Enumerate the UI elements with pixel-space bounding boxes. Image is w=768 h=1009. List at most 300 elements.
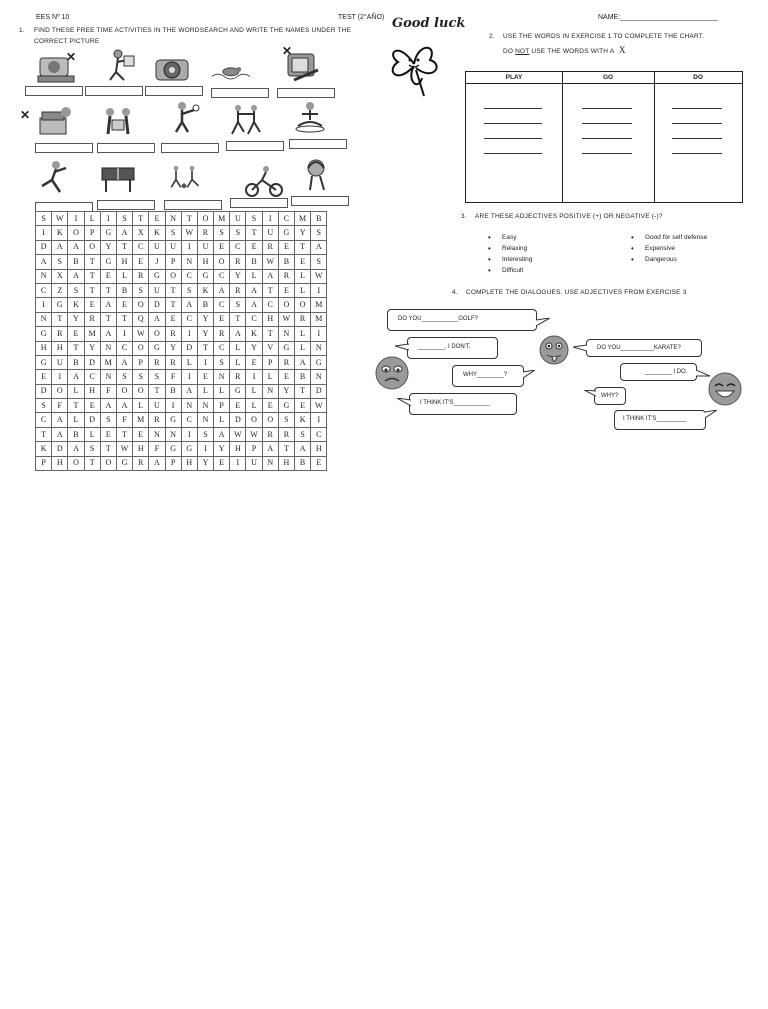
wordsearch-cell[interactable]: G [278, 341, 294, 355]
answer-box[interactable] [277, 88, 335, 98]
wordsearch-cell[interactable]: N [149, 427, 165, 441]
wordsearch-cell[interactable]: G [311, 355, 327, 369]
chart-blank-line[interactable] [582, 108, 632, 109]
wordsearch-cell[interactable]: O [214, 255, 230, 269]
wordsearch-cell[interactable]: T [68, 399, 84, 413]
wordsearch-cell[interactable]: A [100, 298, 116, 312]
wordsearch-cell[interactable]: G [100, 255, 116, 269]
wordsearch-cell[interactable]: A [262, 269, 278, 283]
wordsearch-cell[interactable]: N [278, 327, 294, 341]
wordsearch-cell[interactable]: B [278, 255, 294, 269]
wordsearch-cell[interactable]: K [36, 442, 52, 456]
wordsearch-cell[interactable]: O [295, 298, 311, 312]
wordsearch-cell[interactable]: W [278, 312, 294, 326]
wordsearch-cell[interactable]: T [197, 341, 213, 355]
wordsearch-cell[interactable]: E [165, 312, 181, 326]
answer-box[interactable] [35, 143, 93, 153]
wordsearch-cell[interactable]: L [214, 384, 230, 398]
wordsearch-cell[interactable]: G [278, 226, 294, 240]
wordsearch-cell[interactable]: C [230, 240, 246, 254]
wordsearch-cell[interactable]: B [165, 384, 181, 398]
wordsearch-cell[interactable]: W [52, 212, 68, 226]
wordsearch-cell[interactable]: E [214, 456, 230, 470]
wordsearch-cell[interactable]: H [262, 312, 278, 326]
wordsearch-cell[interactable]: O [133, 341, 149, 355]
chart-blank-line[interactable] [484, 138, 542, 139]
wordsearch-cell[interactable]: I [68, 212, 84, 226]
wordsearch-cell[interactable]: R [230, 370, 246, 384]
wordsearch-cell[interactable]: T [133, 212, 149, 226]
wordsearch-cell[interactable]: O [116, 384, 132, 398]
wordsearch-cell[interactable]: B [197, 298, 213, 312]
wordsearch-cell[interactable]: X [52, 269, 68, 283]
wordsearch-cell[interactable]: E [295, 399, 311, 413]
wordsearch-cell[interactable]: T [84, 456, 100, 470]
wordsearch-cell[interactable]: S [84, 442, 100, 456]
wordsearch-cell[interactable]: C [278, 212, 294, 226]
wordsearch-cell[interactable]: N [165, 212, 181, 226]
wordsearch-cell[interactable]: W [181, 226, 197, 240]
wordsearch-cell[interactable]: F [116, 413, 132, 427]
wordsearch-cell[interactable]: G [52, 298, 68, 312]
wordsearch-cell[interactable]: L [133, 399, 149, 413]
wordsearch-cell[interactable]: S [116, 212, 132, 226]
wordsearch-cell[interactable]: A [149, 456, 165, 470]
wordsearch-cell[interactable]: O [197, 212, 213, 226]
wordsearch-cell[interactable]: D [84, 413, 100, 427]
wordsearch-cell[interactable]: G [149, 269, 165, 283]
wordsearch-cell[interactable]: L [214, 413, 230, 427]
wordsearch-cell[interactable]: E [246, 355, 262, 369]
wordsearch-cell[interactable]: K [68, 298, 84, 312]
wordsearch-cell[interactable]: A [246, 298, 262, 312]
wordsearch-cell[interactable]: P [165, 255, 181, 269]
wordsearch-cell[interactable]: D [230, 413, 246, 427]
wordsearch-cell[interactable]: L [246, 399, 262, 413]
answer-box[interactable] [97, 143, 155, 153]
wordsearch-cell[interactable]: U [149, 240, 165, 254]
wordsearch-cell[interactable]: D [36, 384, 52, 398]
wordsearch-cell[interactable]: R [133, 456, 149, 470]
wordsearch-cell[interactable]: I [52, 370, 68, 384]
wordsearch-cell[interactable]: U [246, 456, 262, 470]
wordsearch-cell[interactable]: L [295, 283, 311, 297]
wordsearch-cell[interactable]: S [116, 370, 132, 384]
wordsearch-cell[interactable]: H [116, 255, 132, 269]
wordsearch-cell[interactable]: B [295, 456, 311, 470]
wordsearch-cell[interactable]: O [68, 226, 84, 240]
wordsearch-cell[interactable]: I [181, 370, 197, 384]
wordsearch-cell[interactable]: L [68, 413, 84, 427]
wordsearch-cell[interactable]: A [52, 240, 68, 254]
answer-box[interactable] [97, 200, 155, 210]
chart-blank-line[interactable] [484, 153, 542, 154]
wordsearch-cell[interactable]: B [68, 255, 84, 269]
answer-box[interactable] [85, 86, 143, 96]
wordsearch-cell[interactable]: E [278, 240, 294, 254]
wordsearch-cell[interactable]: T [36, 427, 52, 441]
wordsearch-cell[interactable]: S [149, 370, 165, 384]
wordsearch-cell[interactable]: H [230, 442, 246, 456]
wordsearch-cell[interactable]: C [214, 269, 230, 283]
wordsearch-cell[interactable]: A [68, 269, 84, 283]
wordsearch-cell[interactable]: A [36, 255, 52, 269]
wordsearch-cell[interactable]: T [68, 341, 84, 355]
wordsearch-cell[interactable]: B [246, 255, 262, 269]
wordsearch-cell[interactable]: R [278, 269, 294, 283]
wordsearch-cell[interactable]: E [149, 212, 165, 226]
wordsearch-cell[interactable]: T [52, 312, 68, 326]
answer-box[interactable] [145, 86, 203, 96]
wordsearch-cell[interactable]: F [165, 370, 181, 384]
wordsearch-cell[interactable]: N [311, 341, 327, 355]
answer-box[interactable] [230, 198, 288, 208]
wordsearch-cell[interactable]: W [311, 399, 327, 413]
wordsearch-cell[interactable]: O [133, 298, 149, 312]
wordsearch-cell[interactable]: K [295, 413, 311, 427]
wordsearch-cell[interactable]: T [262, 283, 278, 297]
wordsearch-cell[interactable]: D [36, 240, 52, 254]
wordsearch-cell[interactable]: L [197, 384, 213, 398]
wordsearch-cell[interactable]: T [100, 283, 116, 297]
wordsearch-cell[interactable]: S [36, 399, 52, 413]
wordsearch-cell[interactable]: A [68, 370, 84, 384]
chart-blank-line[interactable] [582, 123, 632, 124]
wordsearch-cell[interactable]: H [84, 384, 100, 398]
wordsearch-cell[interactable]: I [311, 327, 327, 341]
wordsearch-cell[interactable]: N [36, 269, 52, 283]
wordsearch-cell[interactable]: A [116, 399, 132, 413]
wordsearch-cell[interactable]: R [149, 413, 165, 427]
wordsearch-cell[interactable]: N [100, 341, 116, 355]
wordsearch-cell[interactable]: E [116, 298, 132, 312]
wordsearch-cell[interactable]: G [36, 355, 52, 369]
wordsearch-cell[interactable]: A [181, 298, 197, 312]
wordsearch-cell[interactable]: A [295, 442, 311, 456]
wordsearch-cell[interactable]: E [278, 283, 294, 297]
wordsearch-cell[interactable]: O [52, 384, 68, 398]
wordsearch-cell[interactable]: W [230, 427, 246, 441]
wordsearch-cell[interactable]: T [165, 283, 181, 297]
chart-blank-line[interactable] [672, 108, 722, 109]
wordsearch-cell[interactable]: S [230, 298, 246, 312]
wordsearch-cell[interactable]: N [311, 370, 327, 384]
wordsearch-cell[interactable]: A [214, 283, 230, 297]
wordsearch-cell[interactable]: Y [295, 226, 311, 240]
wordsearch-cell[interactable]: I [230, 456, 246, 470]
wordsearch-cell[interactable]: Y [68, 312, 84, 326]
wordsearch-cell[interactable]: K [149, 226, 165, 240]
wordsearch-cell[interactable]: T [262, 327, 278, 341]
wordsearch-cell[interactable]: S [181, 283, 197, 297]
wordsearch-cell[interactable]: E [214, 240, 230, 254]
wordsearch-cell[interactable]: M [133, 413, 149, 427]
wordsearch-cell[interactable]: E [100, 427, 116, 441]
wordsearch-cell[interactable]: S [100, 413, 116, 427]
wordsearch-cell[interactable]: A [100, 399, 116, 413]
wordsearch-cell[interactable]: Y [230, 269, 246, 283]
wordsearch-cell[interactable]: C [84, 370, 100, 384]
wordsearch-cell[interactable]: I [262, 212, 278, 226]
wordsearch-cell[interactable]: N [100, 370, 116, 384]
wordsearch-cell[interactable]: I [181, 427, 197, 441]
wordsearch-cell[interactable]: G [181, 442, 197, 456]
wordsearch-cell[interactable]: I [36, 298, 52, 312]
wordsearch-cell[interactable]: N [197, 413, 213, 427]
wordsearch-cell[interactable]: E [197, 370, 213, 384]
wordsearch-cell[interactable]: N [262, 384, 278, 398]
wordsearch-cell[interactable]: C [214, 298, 230, 312]
wordsearch-cell[interactable]: H [197, 255, 213, 269]
wordsearch-cell[interactable]: O [84, 240, 100, 254]
chart-blank-line[interactable] [484, 123, 542, 124]
wordsearch-cell[interactable]: C [262, 298, 278, 312]
wordsearch-cell[interactable]: L [246, 269, 262, 283]
wordsearch-cell[interactable]: U [197, 240, 213, 254]
chart-blank-line[interactable] [484, 108, 542, 109]
wordsearch-cell[interactable]: Y [197, 327, 213, 341]
wordsearch-cell[interactable]: S [133, 370, 149, 384]
wordsearch-cell[interactable]: T [116, 427, 132, 441]
wordsearch-cell[interactable]: C [311, 427, 327, 441]
wordsearch-cell[interactable]: T [295, 240, 311, 254]
wordsearch-cell[interactable]: E [230, 399, 246, 413]
wordsearch-cell[interactable]: I [36, 226, 52, 240]
wordsearch-cell[interactable]: A [214, 427, 230, 441]
wordsearch-cell[interactable]: T [165, 298, 181, 312]
wordsearch-cell[interactable]: U [165, 240, 181, 254]
wordsearch-cell[interactable]: T [246, 226, 262, 240]
wordsearch-cell[interactable]: E [84, 298, 100, 312]
chart-blank-line[interactable] [582, 153, 632, 154]
chart-blank-line[interactable] [672, 123, 722, 124]
wordsearch-cell[interactable]: H [181, 456, 197, 470]
wordsearch-cell[interactable]: K [246, 327, 262, 341]
wordsearch-cell[interactable]: O [246, 413, 262, 427]
wordsearch-cell[interactable]: R [230, 255, 246, 269]
wordsearch-cell[interactable]: N [181, 255, 197, 269]
wordsearch-cell[interactable]: O [165, 269, 181, 283]
wordsearch-cell[interactable]: P [36, 456, 52, 470]
answer-box[interactable] [164, 200, 222, 210]
wordsearch-cell[interactable]: M [100, 355, 116, 369]
wordsearch-cell[interactable]: S [133, 283, 149, 297]
wordsearch-cell[interactable]: R [278, 355, 294, 369]
wordsearch-cell[interactable]: I [246, 370, 262, 384]
wordsearch-cell[interactable]: U [149, 283, 165, 297]
wordsearch-cell[interactable]: R [52, 327, 68, 341]
wordsearch-cell[interactable]: P [246, 442, 262, 456]
wordsearch-cell[interactable]: O [149, 327, 165, 341]
wordsearch-cell[interactable]: S [197, 427, 213, 441]
wordsearch-cell[interactable]: C [214, 341, 230, 355]
wordsearch-cell[interactable]: R [262, 427, 278, 441]
wordsearch-cell[interactable]: A [262, 442, 278, 456]
wordsearch-cell[interactable]: E [84, 399, 100, 413]
wordsearch-cell[interactable]: E [133, 255, 149, 269]
wordsearch-cell[interactable]: L [295, 269, 311, 283]
chart-blank-line[interactable] [672, 153, 722, 154]
name-field[interactable]: NAME:_________________________ [598, 14, 718, 21]
wordsearch-cell[interactable]: I [181, 240, 197, 254]
wordsearch-cell[interactable]: S [214, 355, 230, 369]
wordsearch-cell[interactable]: N [197, 399, 213, 413]
wordsearch-cell[interactable]: E [133, 427, 149, 441]
wordsearch-cell[interactable]: A [100, 327, 116, 341]
wordsearch-cell[interactable]: R [133, 269, 149, 283]
wordsearch-cell[interactable]: N [165, 427, 181, 441]
wordsearch-cell[interactable]: L [230, 355, 246, 369]
wordsearch-cell[interactable]: Y [214, 442, 230, 456]
wordsearch-cell[interactable]: Y [84, 341, 100, 355]
answer-box[interactable] [291, 196, 349, 206]
wordsearch-cell[interactable]: P [84, 226, 100, 240]
wordsearch-cell[interactable]: G [165, 442, 181, 456]
wordsearch-cell[interactable]: W [116, 442, 132, 456]
wordsearch-cell[interactable]: Y [197, 456, 213, 470]
wordsearch-cell[interactable]: U [230, 212, 246, 226]
wordsearch-cell[interactable]: U [262, 226, 278, 240]
wordsearch-cell[interactable]: Z [52, 283, 68, 297]
wordsearch-cell[interactable]: A [246, 283, 262, 297]
wordsearch-cell[interactable]: G [197, 269, 213, 283]
wordsearch-cell[interactable]: O [100, 456, 116, 470]
wordsearch-cell[interactable]: D [181, 341, 197, 355]
wordsearch-cell[interactable]: C [246, 312, 262, 326]
wordsearch-cell[interactable]: S [36, 212, 52, 226]
wordsearch-cell[interactable]: T [116, 240, 132, 254]
wordsearch-cell[interactable]: R [214, 327, 230, 341]
wordsearch-cell[interactable]: L [84, 427, 100, 441]
wordsearch-cell[interactable]: E [246, 240, 262, 254]
wordsearch-cell[interactable]: C [36, 283, 52, 297]
wordsearch-cell[interactable]: A [116, 226, 132, 240]
wordsearch-cell[interactable]: B [116, 283, 132, 297]
wordsearch-cell[interactable]: O [262, 413, 278, 427]
wordsearch-cell[interactable]: B [295, 370, 311, 384]
wordsearch-cell[interactable]: D [84, 355, 100, 369]
wordsearch-cell[interactable]: I [197, 442, 213, 456]
wordsearch-cell[interactable]: C [133, 240, 149, 254]
wordsearch-cell[interactable]: S [295, 427, 311, 441]
wordsearch-cell[interactable]: L [68, 384, 84, 398]
wordsearch-cell[interactable]: L [262, 370, 278, 384]
wordsearch-cell[interactable]: C [116, 341, 132, 355]
wordsearch-cell[interactable]: R [230, 283, 246, 297]
wordsearch-cell[interactable]: C [181, 269, 197, 283]
wordsearch-cell[interactable]: R [165, 355, 181, 369]
wordsearch-cell[interactable]: D [311, 384, 327, 398]
answer-box[interactable] [226, 141, 284, 151]
wordsearch-cell[interactable]: H [52, 341, 68, 355]
wordsearch-cell[interactable]: R [84, 312, 100, 326]
answer-box[interactable] [289, 139, 347, 149]
wordsearch-cell[interactable]: T [278, 442, 294, 456]
wordsearch-cell[interactable]: H [52, 456, 68, 470]
wordsearch-cell[interactable]: F [149, 442, 165, 456]
wordsearch-cell[interactable]: Y [197, 312, 213, 326]
wordsearch-cell[interactable]: T [181, 212, 197, 226]
wordsearch-cell[interactable]: P [133, 355, 149, 369]
wordsearch-cell[interactable]: I [181, 327, 197, 341]
wordsearch-cell[interactable]: S [68, 283, 84, 297]
wordsearch-cell[interactable]: N [214, 370, 230, 384]
wordsearch-cell[interactable]: L [116, 269, 132, 283]
wordsearch-cell[interactable]: A [311, 240, 327, 254]
wordsearch-cell[interactable]: W [262, 255, 278, 269]
wordsearch-cell[interactable]: R [165, 327, 181, 341]
wordsearch-cell[interactable]: J [149, 255, 165, 269]
wordsearch-cell[interactable]: W [311, 269, 327, 283]
wordsearch-cell[interactable]: E [100, 269, 116, 283]
wordsearch-cell[interactable]: G [116, 456, 132, 470]
wordsearch-cell[interactable]: B [311, 212, 327, 226]
wordsearch-cell[interactable]: U [149, 399, 165, 413]
wordsearch-cell[interactable]: G [165, 413, 181, 427]
wordsearch-cell[interactable]: F [52, 399, 68, 413]
wordsearch-cell[interactable]: Y [246, 341, 262, 355]
wordsearch-cell[interactable]: H [278, 456, 294, 470]
wordsearch-cell[interactable]: W [133, 327, 149, 341]
wordsearch-cell[interactable]: Y [165, 341, 181, 355]
answer-box[interactable] [161, 143, 219, 153]
wordsearch-cell[interactable]: Y [278, 384, 294, 398]
wordsearch-cell[interactable]: I [116, 327, 132, 341]
wordsearch-cell[interactable]: O [68, 456, 84, 470]
wordsearch-cell[interactable]: E [262, 399, 278, 413]
wordsearch-cell[interactable]: O [133, 384, 149, 398]
wordsearch-cell[interactable]: S [311, 255, 327, 269]
wordsearch-cell[interactable]: W [246, 427, 262, 441]
wordsearch-cell[interactable]: L [295, 327, 311, 341]
wordsearch-cell[interactable]: H [133, 442, 149, 456]
wordsearch-cell[interactable]: N [181, 399, 197, 413]
wordsearch-cell[interactable]: S [214, 226, 230, 240]
wordsearch-cell[interactable]: S [52, 255, 68, 269]
wordsearch-cell[interactable]: M [84, 327, 100, 341]
wordsearch-cell[interactable]: R [278, 427, 294, 441]
answer-box[interactable] [25, 86, 83, 96]
wordsearch-cell[interactable]: S [311, 226, 327, 240]
wordsearch-cell[interactable]: H [311, 442, 327, 456]
wordsearch-cell[interactable]: A [230, 327, 246, 341]
wordsearch-cell[interactable]: V [262, 341, 278, 355]
wordsearch-cell[interactable]: M [295, 212, 311, 226]
wordsearch-cell[interactable]: E [68, 327, 84, 341]
wordsearch-cell[interactable]: E [278, 370, 294, 384]
wordsearch-cell[interactable]: E [295, 255, 311, 269]
wordsearch-cell[interactable]: N [36, 312, 52, 326]
wordsearch-cell[interactable]: L [84, 212, 100, 226]
wordsearch-cell[interactable]: S [246, 212, 262, 226]
wordsearch-cell[interactable]: S [165, 226, 181, 240]
wordsearch-cell[interactable]: I [165, 399, 181, 413]
wordsearch-cell[interactable]: G [230, 384, 246, 398]
wordsearch-cell[interactable]: T [295, 384, 311, 398]
wordsearch-cell[interactable]: L [295, 341, 311, 355]
wordsearch-cell[interactable]: R [295, 312, 311, 326]
wordsearch-cell[interactable]: T [84, 283, 100, 297]
wordsearch-cell[interactable]: G [36, 327, 52, 341]
wordsearch-cell[interactable]: C [181, 312, 197, 326]
wordsearch-cell[interactable]: L [230, 341, 246, 355]
chart-blank-line[interactable] [672, 138, 722, 139]
wordsearch-cell[interactable]: B [68, 427, 84, 441]
wordsearch-cell[interactable]: L [181, 355, 197, 369]
wordsearch-cell[interactable]: G [100, 226, 116, 240]
wordsearch-cell[interactable]: X [133, 226, 149, 240]
wordsearch-cell[interactable]: Q [133, 312, 149, 326]
